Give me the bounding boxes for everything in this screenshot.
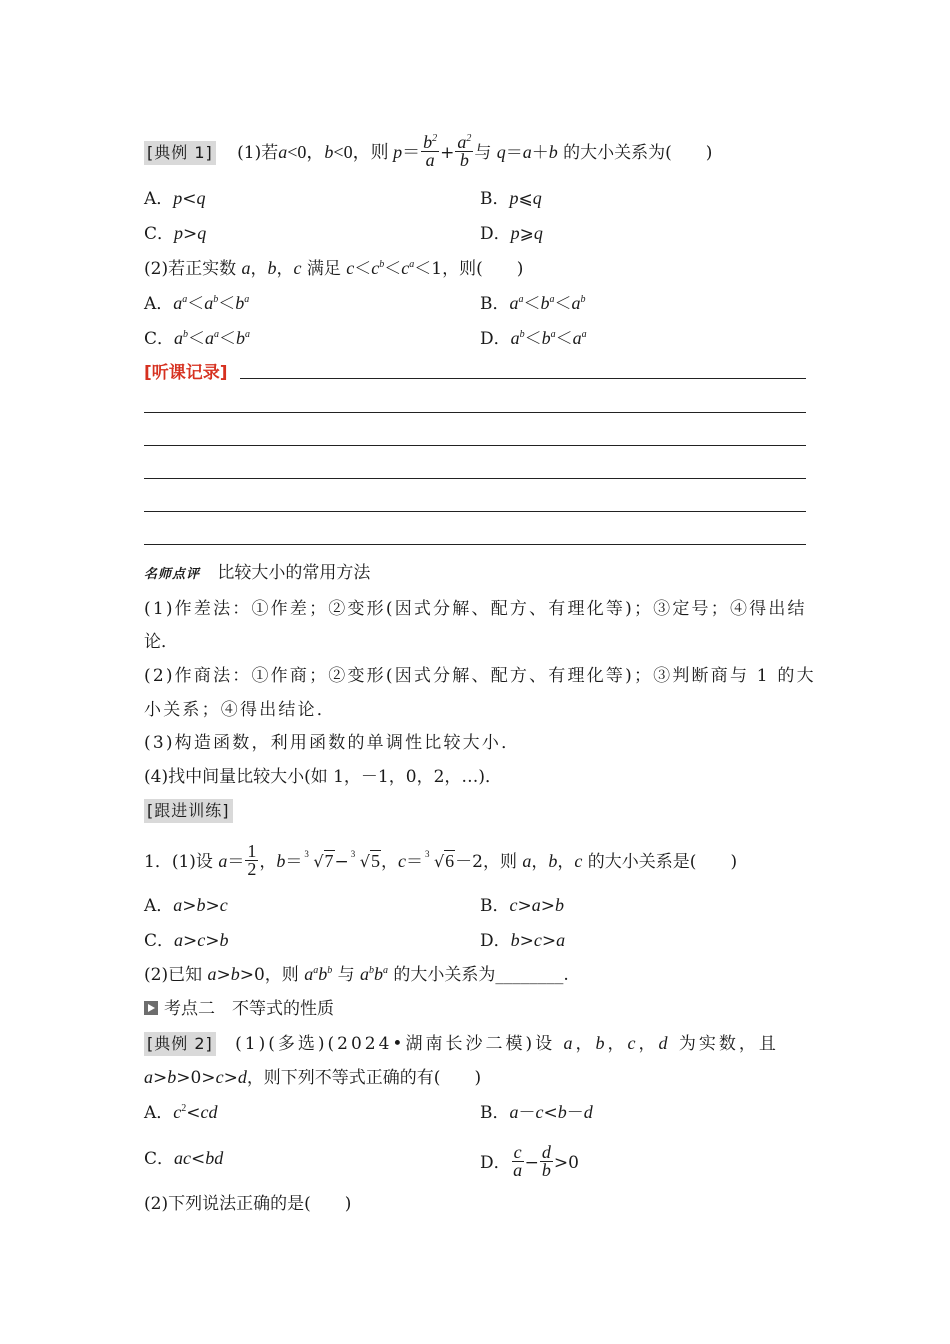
- option-d[interactable]: D．p⩾q: [480, 223, 543, 244]
- practice-tag: [跟进训练]: [144, 799, 233, 823]
- option-b[interactable]: B．$a^a<b^a<a^b$: [480, 293, 586, 314]
- option-a[interactable]: A．p<q: [144, 188, 206, 209]
- fraction-a2-over-b: $\frac{a^2}{b}$: [457, 132, 472, 170]
- example2-question2: (2)下列说法正确的是( ): [144, 1194, 352, 1214]
- tips-line: (1)作差法：①作差；②变形(因式分解、配方、有理化等)；③定号；④得出结: [144, 599, 807, 619]
- notes-line[interactable]: [144, 412, 806, 413]
- example1-tag: [典例 1]: [144, 141, 216, 165]
- notes-line[interactable]: [144, 511, 806, 512]
- section2-title: 考点二 不等式的性质: [164, 999, 334, 1019]
- tips-title: 比较大小的常用方法: [217, 563, 371, 583]
- option-b[interactable]: B．p⩽q: [480, 188, 542, 209]
- practice-question2: (2)已知 a>b>0，则 $a^ab^b$ 与 $a^bb^a$ 的大小关系为________.: [144, 964, 569, 985]
- option-a[interactable]: A．$c^2<cd$: [144, 1102, 218, 1123]
- fraction-b2-over-a: $\frac{b^2}{a}$: [423, 132, 438, 170]
- option-a[interactable]: A．$a^a<a^b<b^a$: [144, 293, 250, 314]
- tips-line: 小关系；④得出结论．: [144, 700, 336, 720]
- tips-line: (2)作商法：①作商；②变形(因式分解、配方、有理化等)；③判断商与 1 的大: [144, 666, 816, 686]
- notes-line[interactable]: [144, 478, 806, 479]
- answer-blank[interactable]: ________: [495, 965, 564, 985]
- practice-tag-line: [144, 799, 806, 823]
- option-c[interactable]: C．a>c>b: [144, 930, 229, 951]
- tips-line: 论．: [144, 632, 178, 652]
- notes-label: [听课记录]: [144, 363, 228, 383]
- option-a[interactable]: A．a>b>c: [144, 895, 228, 916]
- example1-question2: (2)若正实数 a，b，c 满足 $c<c^b<c^a<1$，则( ): [144, 258, 524, 279]
- fraction-one-half: $\frac{1}{2}$: [247, 841, 257, 879]
- tips-line: (3)构造函数，利用函数的单调性比较大小．: [144, 733, 521, 753]
- example2-tag: [典例 2]: [144, 1032, 216, 1056]
- tips-line: (4)找中间量比较大小(如 1，－1，0，2，…)．: [144, 767, 503, 787]
- example1-question1: [典例 1] (1)若a<0，b<0，则 p＝ $\frac{b^2}{a}$ + $\frac{a^2}{b}$ 与 q＝a＋b 的大小关系为( ): [144, 136, 806, 171]
- cube-root-5: 3 √5: [350, 849, 380, 871]
- option-c[interactable]: C．p>q: [144, 223, 207, 244]
- option-d[interactable]: D．$a^b<b^a<a^a$: [480, 328, 587, 349]
- notes-line[interactable]: [144, 445, 806, 446]
- option-b[interactable]: B．a－c<b－d: [480, 1102, 593, 1123]
- section2-header: [144, 997, 806, 1021]
- tips-header: [144, 561, 806, 587]
- tips-badge: 名师点评: [144, 567, 201, 582]
- cube-root-6: 3 √6: [424, 849, 455, 871]
- notes-line[interactable]: [240, 378, 806, 379]
- option-d[interactable]: D． $\frac{c}{a}$ − $\frac{d}{b}$ >0: [480, 1142, 579, 1180]
- fraction-d-over-b: $\frac{d}{b}$: [541, 1142, 551, 1180]
- example2-line2: a>b>0>c>d，则下列不等式正确的有( ): [144, 1067, 482, 1088]
- option-c[interactable]: C．$a^b<a^a<b^a$: [144, 328, 251, 349]
- example2-line1: [典例 2] (1)(多选)(2024•湖南长沙二模)设 a，b，c，d 为实数，且: [144, 1031, 806, 1056]
- play-triangle-icon: [144, 1001, 158, 1015]
- fraction-c-over-a: $\frac{c}{a}$: [513, 1142, 523, 1180]
- option-b[interactable]: B．c>a>b: [480, 895, 564, 916]
- option-c[interactable]: C．ac<bd: [144, 1148, 224, 1169]
- option-d[interactable]: D．b>c>a: [480, 930, 566, 951]
- cube-root-7: 3 √7: [304, 849, 334, 871]
- practice-question1: 1．(1)设 a＝ $\frac{1}{2}$ ，b＝ 3 √7− 3 √5，c＝ 3 √6－2，则 a，b，c 的大小关系是( ): [144, 841, 738, 879]
- notes-line[interactable]: [144, 544, 806, 545]
